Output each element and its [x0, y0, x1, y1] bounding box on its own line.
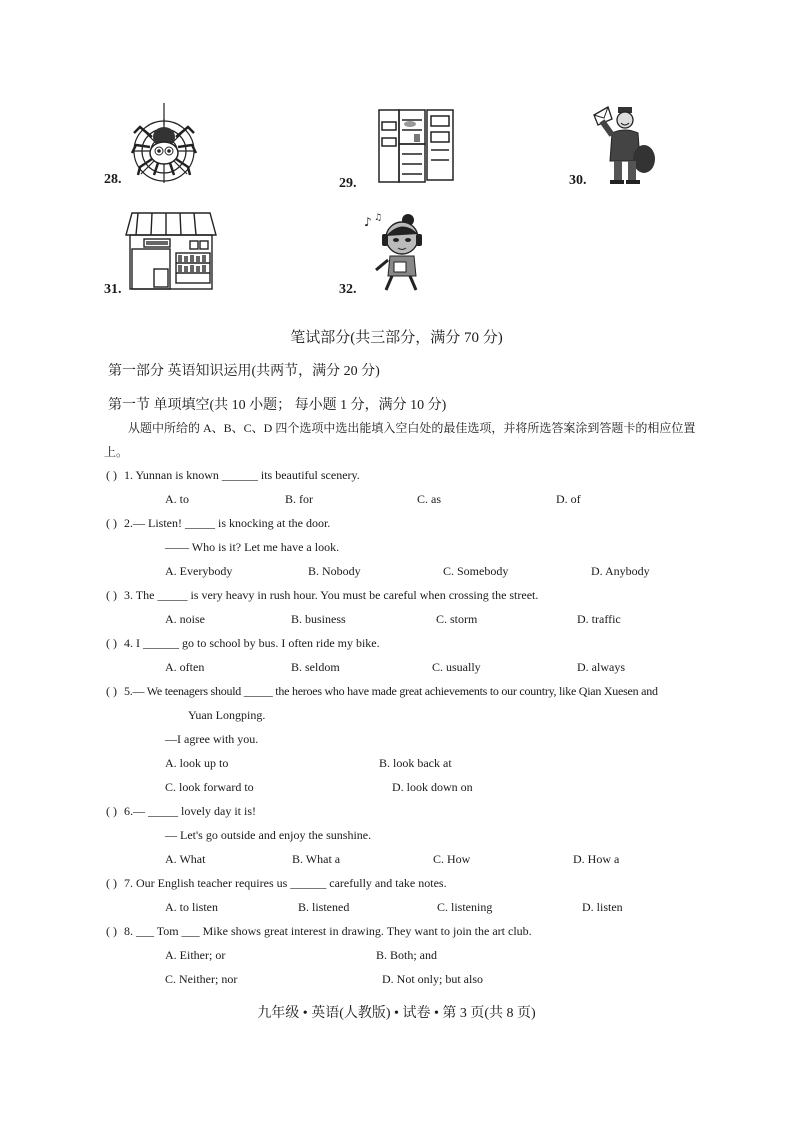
option-a: A. look up to [165, 756, 229, 770]
option-a: A. What [165, 852, 206, 866]
option-a: A. Everybody [165, 564, 233, 578]
option-d: D. How a [573, 852, 620, 866]
option-c: C. storm [436, 612, 478, 626]
svg-text:♪: ♪ [364, 215, 372, 229]
option-b: B. business [291, 612, 346, 626]
option-a: A. Either; or [165, 948, 226, 962]
option-c: C. as [417, 492, 441, 506]
option-c: C. Somebody [443, 564, 509, 578]
spider-icon [128, 103, 200, 185]
picture-number-32: 32. [339, 282, 357, 297]
option-b: B. seldom [291, 660, 340, 674]
option-c: C. listening [437, 900, 493, 914]
option-a: A. often [165, 660, 205, 674]
question-stem: 5.— We teenagers should _____ the heroes who have made great achievements to our country, like Qian Xuesen and [124, 684, 658, 698]
answer-paren[interactable]: ( ) [106, 588, 117, 602]
question-stem: 4. I ______ go to school by bus. I often ride my bike. [124, 636, 380, 650]
question-reply: —I agree with you. [165, 732, 259, 746]
option-c: C. How [433, 852, 471, 866]
option-a: A. to listen [165, 900, 218, 914]
question-stem: 2.— Listen! _____ is knocking at the door. [124, 516, 331, 530]
option-d: D. Not only; but also [382, 972, 483, 986]
option-b: B. listened [298, 900, 350, 914]
picture-number-31: 31. [104, 282, 122, 297]
option-b: B. for [285, 492, 313, 506]
answer-paren[interactable]: ( ) [106, 804, 117, 818]
answer-paren[interactable]: ( ) [106, 876, 117, 890]
option-d: D. listen [582, 900, 623, 914]
option-a: A. to [165, 492, 189, 506]
question-reply: —— Who is it? Let me have a look. [165, 540, 340, 554]
picture-number-30: 30. [569, 173, 587, 188]
written-section-title: 笔试部分(共三部分，满分 70 分) [290, 330, 503, 346]
option-c: C. Neither; nor [165, 972, 238, 986]
option-c: C. usually [432, 660, 481, 674]
page-footer: 九年级 • 英语(人教版) • 试卷 • 第 3 页(共 8 页) [257, 1006, 536, 1021]
answer-paren[interactable]: ( ) [106, 516, 117, 530]
answer-paren[interactable]: ( ) [106, 468, 117, 482]
answer-paren[interactable]: ( ) [106, 684, 117, 698]
question-stem: 6.— _____ lovely day it is! [124, 804, 256, 818]
section1-title: 第一节 单项填空(共 10 小题； 每小题 1 分，满分 10 分) [108, 398, 447, 413]
option-a: A. noise [165, 612, 205, 626]
option-b: B. Both; and [376, 948, 438, 962]
option-d: D. always [577, 660, 625, 674]
option-b: B. look back at [379, 756, 452, 770]
option-c: C. look forward to [165, 780, 254, 794]
answer-paren[interactable]: ( ) [106, 924, 117, 938]
option-b: B. Nobody [308, 564, 361, 578]
option-d: D. look down on [392, 780, 473, 794]
question-stem: 7. Our English teacher requires us ______ carefully and take notes. [124, 876, 447, 890]
answer-paren[interactable]: ( ) [106, 636, 117, 650]
part1-title: 第一部分 英语知识运用(共两节，满分 20 分) [108, 364, 380, 379]
question-reply: — Let's go outside and enjoy the sunshine. [165, 828, 372, 842]
instructions: 从题中所给的 A、B、C、D 四个选项中选出能填入空白处的最佳选项，并将所选答案涂到答题卡的相应位置上。 [104, 421, 696, 459]
refrigerator-icon [377, 108, 455, 184]
picture-number-28: 28. [104, 172, 122, 187]
girl-headphones-icon [362, 212, 424, 294]
question-stem: 1. Yunnan is known ______ its beautiful scenery. [124, 468, 360, 482]
option-d: D. of [556, 492, 581, 506]
svg-text:♫: ♫ [374, 213, 383, 223]
option-d: D. Anybody [591, 564, 650, 578]
question-stem: 3. The _____ is very heavy in rush hour. You must be careful when crossing the street. [124, 588, 539, 602]
question-stem: 8. ___ Tom ___ Mike shows great interest in drawing. They want to join the art club. [124, 924, 532, 938]
option-d: D. traffic [577, 612, 621, 626]
picture-number-29: 29. [339, 176, 357, 191]
question-stem-continued: Yuan Longping. [188, 708, 266, 722]
option-b: B. What a [292, 852, 341, 866]
store-building-icon [124, 209, 218, 291]
postman-icon [592, 103, 658, 185]
